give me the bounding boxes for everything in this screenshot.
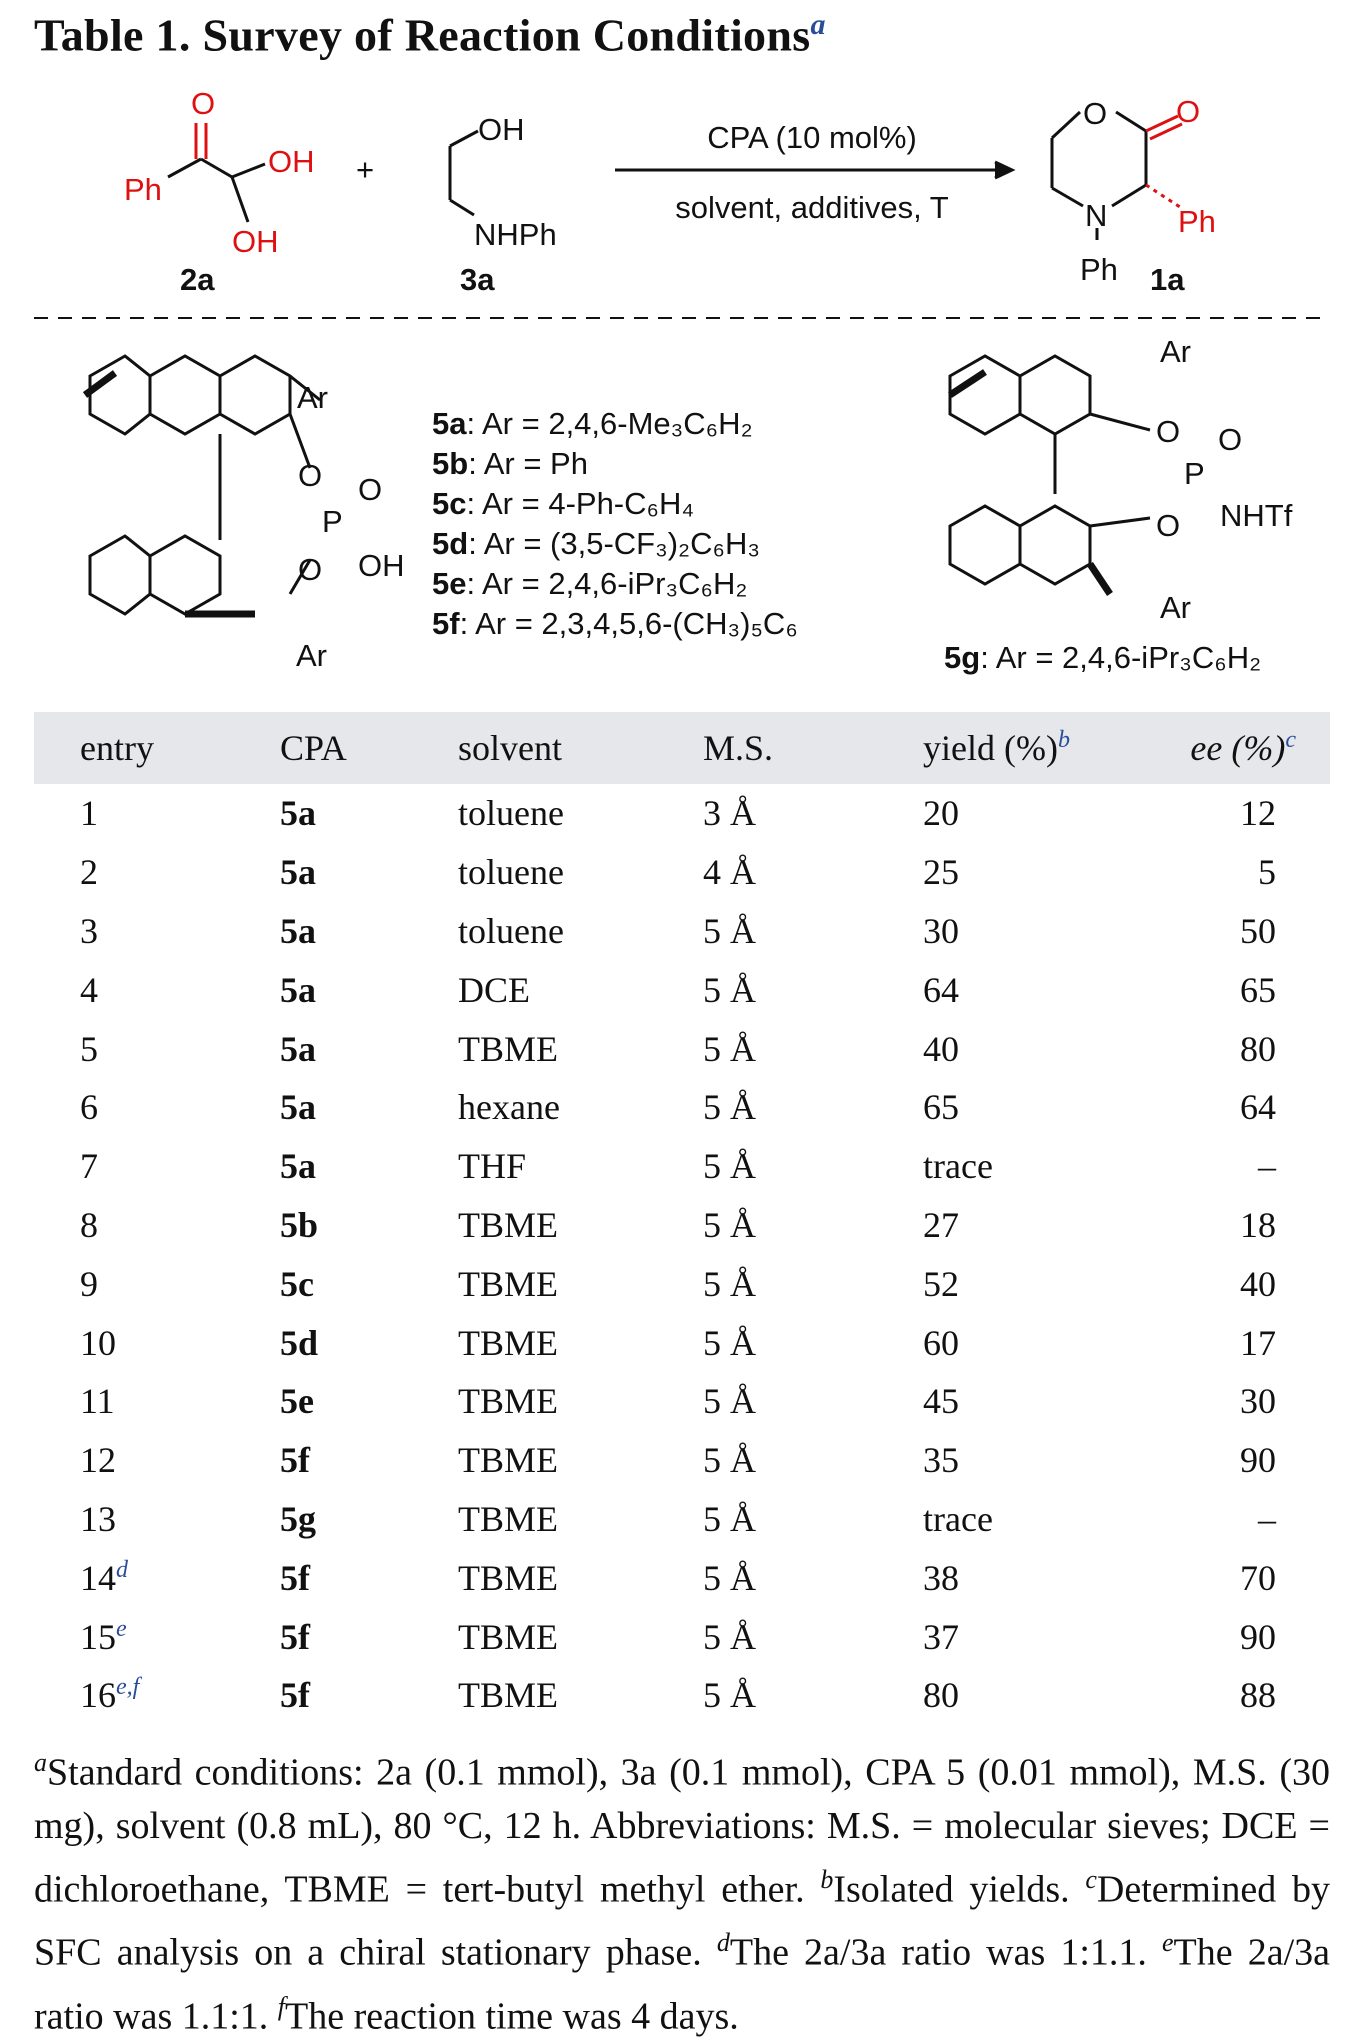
cell-ms: 5 Å — [703, 1204, 756, 1245]
cell-entry: 1 — [80, 793, 98, 834]
cell-yield: 65 — [923, 1087, 959, 1128]
cell-ee: 90 — [1240, 1440, 1276, 1481]
cell-yield: trace — [923, 1498, 993, 1539]
cell-yield: 52 — [923, 1263, 959, 1304]
cell-yield: 45 — [923, 1381, 959, 1422]
right-cat-p: P — [1184, 456, 1205, 491]
cell-cpa: 5f — [280, 1675, 310, 1716]
table-footnotes — [34, 1736, 1330, 2044]
3a-oh-label: OH — [478, 112, 525, 147]
footnote-b-mark: b — [820, 1864, 834, 1894]
cell-entry: 8 — [80, 1204, 98, 1245]
cell-solvent: TBME — [458, 1616, 559, 1657]
2a-ph-label: Ph — [124, 172, 162, 207]
table-row — [34, 960, 1330, 1019]
cell-entry: 10 — [80, 1322, 116, 1363]
table-row — [34, 902, 1330, 961]
cell-ms: 5 Å — [703, 1087, 756, 1128]
cell-ee: 17 — [1240, 1322, 1276, 1363]
cell-ms: 5 Å — [703, 1616, 756, 1657]
cell-entry: 3 — [80, 910, 98, 951]
title-footnote-mark: a — [810, 8, 826, 41]
cell-cpa: 5f — [280, 1557, 310, 1598]
footnote-e: The 2a/3a ratio was 1.1:1. — [34, 1931, 1331, 2038]
cell-entry: 9 — [80, 1263, 98, 1304]
cell-entry: 7 — [80, 1146, 98, 1187]
entry-footnote-mark: e — [116, 1615, 127, 1642]
cell-cpa: 5f — [280, 1616, 310, 1657]
header-cpa: CPA — [280, 728, 347, 768]
header-entry: entry — [80, 728, 154, 768]
cell-solvent: TBME — [458, 1498, 559, 1539]
cell-yield: trace — [923, 1146, 993, 1187]
1a-n-ph-label: Ph — [1080, 252, 1118, 287]
cell-solvent: TBME — [458, 1322, 559, 1363]
cell-cpa: 5a — [280, 1028, 316, 1069]
cell-ee: 5 — [1258, 852, 1276, 893]
cell-yield: 27 — [923, 1204, 959, 1245]
cell-entry: 4 — [80, 969, 98, 1010]
cell-ee: 18 — [1240, 1204, 1276, 1245]
arrow-top-label: CPA (10 mol%) — [707, 120, 917, 155]
table-row — [34, 1490, 1330, 1549]
cell-ms: 5 Å — [703, 1498, 756, 1539]
footnote-f-mark: f — [277, 1991, 286, 2021]
cell-solvent: TBME — [458, 1028, 559, 1069]
right-cat-ar-bottom: Ar — [1160, 590, 1191, 625]
catalyst-5c: 5c: Ar = 4-Ph-C₆H₄ — [432, 486, 695, 521]
right-cat-p-o: O — [1218, 422, 1243, 457]
table-row — [34, 1548, 1330, 1607]
catalyst-5e: 5e: Ar = 2,4,6-iPr₃C₆H₂ — [432, 566, 748, 601]
right-cat-o-1: O — [1156, 414, 1181, 449]
footnote-f: The reaction time was 4 days. — [285, 1995, 739, 2038]
cell-ee: 88 — [1240, 1675, 1276, 1716]
cell-solvent: toluene — [458, 852, 564, 893]
cell-ee: – — [1258, 1498, 1276, 1539]
conditions-table — [34, 712, 1330, 1725]
header-yield: yield (%)$^b$ — [923, 727, 1070, 768]
1a-n-label: N — [1085, 198, 1108, 233]
catalyst-5d: 5d: Ar = (3,5-CF₃)₂C₆H₃ — [432, 526, 760, 561]
cell-solvent: TBME — [458, 1675, 559, 1716]
catalyst-5g: 5g: Ar = 2,4,6-iPr₃C₆H₂ — [944, 640, 1262, 675]
cell-ee: 80 — [1240, 1028, 1276, 1069]
arrow-bottom-label: solvent, additives, T — [675, 190, 949, 225]
footnote-d: The 2a/3a ratio was 1:1.1. — [729, 1931, 1147, 1974]
footnote-b: Isolated yields. — [833, 1868, 1070, 1911]
cell-ms: 5 Å — [703, 910, 756, 951]
table-row — [34, 1431, 1330, 1490]
table-row — [34, 1666, 1330, 1725]
cell-yield: 40 — [923, 1028, 959, 1069]
cell-solvent: TBME — [458, 1263, 559, 1304]
footnote-c-mark: c — [1085, 1864, 1097, 1894]
2a-label: 2a — [180, 262, 215, 297]
cell-yield: 60 — [923, 1322, 959, 1363]
cell-cpa: 5c — [280, 1263, 314, 1304]
cell-entry: 16$^{e,f}$ — [80, 1674, 140, 1716]
right-cat-nhtf: NHTf — [1220, 498, 1293, 533]
cell-entry: 5 — [80, 1028, 98, 1069]
cell-solvent: THF — [458, 1146, 527, 1187]
cell-ms: 4 Å — [703, 852, 756, 893]
cell-entry: 14$^d$ — [80, 1556, 128, 1598]
3a-nhph-label: NHPh — [474, 217, 557, 252]
catalyst-5b: 5b: Ar = Ph — [432, 446, 588, 481]
cell-entry: 11 — [80, 1381, 115, 1422]
table-header-row — [34, 712, 1330, 784]
cell-ee: 40 — [1240, 1263, 1276, 1304]
cell-solvent: toluene — [458, 793, 564, 834]
cell-solvent: TBME — [458, 1557, 559, 1598]
2a-oh-label-1: OH — [268, 144, 315, 179]
cell-ee: 30 — [1240, 1381, 1276, 1422]
cell-yield: 35 — [923, 1440, 959, 1481]
catalyst-5a: 5a: Ar = 2,4,6-Me₃C₆H₂ — [432, 406, 753, 441]
cell-ee: 64 — [1240, 1087, 1276, 1128]
catalyst-list — [432, 404, 798, 644]
table-row — [34, 784, 1330, 843]
header-ee: ee (%)$^c$ — [1190, 727, 1296, 768]
cell-solvent: DCE — [458, 969, 530, 1010]
header-ee-mark: c — [1285, 727, 1296, 753]
entry-footnote-mark: e,f — [116, 1674, 140, 1701]
table-row — [34, 1254, 1330, 1313]
cell-cpa: 5a — [280, 1146, 316, 1187]
left-cat-o-1: O — [298, 458, 323, 493]
cell-ms: 5 Å — [703, 1146, 756, 1187]
cell-ms: 5 Å — [703, 1263, 756, 1304]
cell-ms: 5 Å — [703, 1675, 756, 1716]
right-cat-ar-top: Ar — [1160, 334, 1191, 369]
cell-yield: 20 — [923, 793, 959, 834]
cell-cpa: 5a — [280, 910, 316, 951]
cell-cpa: 5a — [280, 969, 316, 1010]
table-row — [34, 1196, 1330, 1255]
cell-ee: 65 — [1240, 969, 1276, 1010]
cell-ms: 5 Å — [703, 1381, 756, 1422]
1a-carbonyl-o-label: O — [1176, 94, 1201, 129]
cell-yield: 37 — [923, 1616, 959, 1657]
cell-ms: 5 Å — [703, 969, 756, 1010]
table-row — [34, 843, 1330, 902]
footnote-a: Standard conditions: 2a (0.1 mmol), 3a (0.1 mmol), CPA 5 (0.01 mmol), M.S. (30 mg), solvent (0.8 mL), 80 °C, 12 h. Abbreviations: M.S. = molecular sieves; DCE = dichloroethane, TBME = tert-butyl methyl ether. — [34, 1751, 1330, 1911]
left-cat-ar-top: Ar — [297, 380, 328, 415]
cell-solvent: TBME — [458, 1381, 559, 1422]
cell-entry: 13 — [80, 1498, 116, 1539]
2a-oh-label-2: OH — [232, 224, 279, 259]
cell-ms: 5 Å — [703, 1028, 756, 1069]
cell-solvent: TBME — [458, 1204, 559, 1245]
1a-label: 1a — [1150, 262, 1185, 297]
cell-cpa: 5a — [280, 793, 316, 834]
cell-cpa: 5a — [280, 1087, 316, 1128]
cell-yield: 64 — [923, 969, 959, 1010]
right-cat-o-2: O — [1156, 508, 1181, 543]
cell-ms: 5 Å — [703, 1557, 756, 1598]
cell-cpa: 5a — [280, 852, 316, 893]
table-row — [34, 1607, 1330, 1666]
table-row — [34, 1313, 1330, 1372]
header-yield-mark: b — [1057, 727, 1070, 753]
left-cat-oh: OH — [358, 548, 405, 583]
1a-ring-o-label: O — [1083, 96, 1108, 131]
left-cat-o-2: O — [298, 552, 323, 587]
cell-ee: 70 — [1240, 1557, 1276, 1598]
header-ms: M.S. — [703, 728, 774, 768]
table-title-text: Table 1. Survey of Reaction Conditions — [34, 9, 811, 61]
cell-ee: 90 — [1240, 1616, 1276, 1657]
cell-ms: 3 Å — [703, 793, 756, 834]
cell-solvent: toluene — [458, 910, 564, 951]
cell-ee: 50 — [1240, 910, 1276, 951]
cell-ms: 5 Å — [703, 1322, 756, 1363]
table-row — [34, 1019, 1330, 1078]
footnote-c: Determined by SFC analysis on a chiral stationary phase. — [34, 1868, 1331, 1974]
table-row — [34, 1372, 1330, 1431]
table-row — [34, 1137, 1330, 1196]
footnote-a-mark: a — [34, 1748, 47, 1777]
cell-entry: 2 — [80, 852, 98, 893]
cell-entry: 12 — [80, 1440, 116, 1481]
footnote-e-mark: e — [1162, 1928, 1174, 1958]
left-cat-p: P — [322, 504, 343, 539]
cell-cpa: 5g — [280, 1498, 316, 1539]
header-solvent: solvent — [458, 728, 562, 768]
left-cat-p-o: O — [358, 472, 383, 507]
cell-yield: 80 — [923, 1675, 959, 1716]
cell-cpa: 5e — [280, 1381, 314, 1422]
cell-cpa: 5b — [280, 1204, 319, 1245]
cell-yield: 38 — [923, 1557, 959, 1598]
left-cat-ar-bottom: Ar — [296, 638, 327, 673]
plus-sign: + — [356, 152, 375, 187]
entry-footnote-mark: d — [116, 1556, 128, 1583]
cell-cpa: 5f — [280, 1440, 310, 1481]
2a-o-label: O — [191, 86, 216, 121]
cell-solvent: hexane — [458, 1087, 560, 1128]
cell-ee: – — [1258, 1146, 1276, 1187]
cell-ms: 5 Å — [703, 1440, 756, 1481]
cell-solvent: TBME — [458, 1440, 559, 1481]
1a-c-ph-label: Ph — [1178, 204, 1216, 239]
footnote-d-mark: d — [716, 1928, 730, 1958]
table-row — [34, 1078, 1330, 1137]
cell-entry: 15e — [80, 1615, 127, 1657]
cell-ee: 12 — [1240, 793, 1276, 834]
cell-cpa: 5d — [280, 1322, 319, 1363]
cell-yield: 25 — [923, 852, 959, 893]
catalyst-5f: 5f: Ar = 2,3,4,5,6-(CH₃)₅C₆ — [432, 606, 798, 641]
cell-yield: 30 — [923, 910, 959, 951]
cell-entry: 6 — [80, 1087, 98, 1128]
3a-label: 3a — [460, 262, 495, 297]
